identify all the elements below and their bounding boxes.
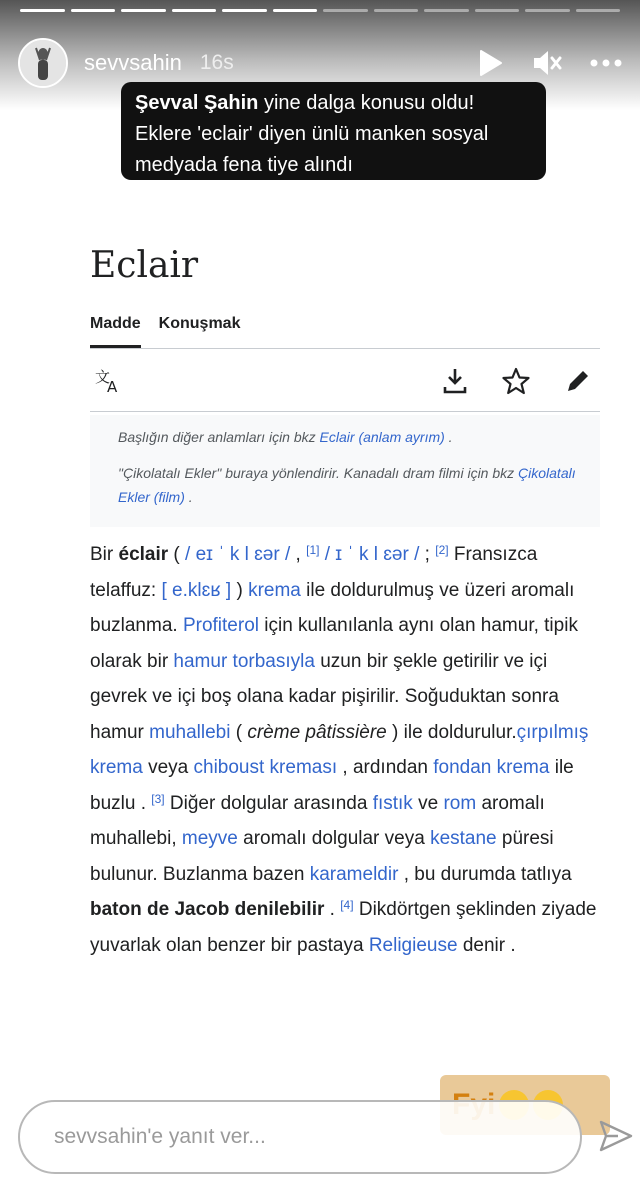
body-text: ) ile doldurulur. — [386, 721, 517, 743]
hatnote-line-2 — [118, 461, 576, 509]
article-link[interactable]: hamur torbasıyla — [173, 650, 315, 672]
article-link[interactable]: chiboust kreması — [193, 757, 338, 778]
article-link[interactable]: çırpılmış krema — [90, 721, 589, 778]
body-text: Fransızca telaffuz: — [90, 544, 538, 601]
avatar[interactable] — [18, 38, 68, 88]
body-text: . — [324, 899, 341, 920]
wikipedia-screenshot — [62, 215, 602, 1065]
article-link[interactable]: rom — [443, 792, 477, 814]
article-link[interactable]: Profiterol — [182, 615, 259, 636]
body-text: püresi bulunur. Buzlanma bazen — [90, 828, 554, 885]
body-text: ( — [168, 544, 186, 565]
hatnote-text: "Çikolatalı Ekler" buraya yönlendirir. Kanadalı dram filmi için bkz — [118, 465, 519, 481]
body-text: Dikdörtgen şeklinden ziyade yuvarlak olan benzer bir pastaya — [90, 899, 597, 956]
body-text: ile buzlu . — [90, 757, 574, 814]
article-link[interactable]: karameldir — [309, 863, 399, 885]
caption-line-1-rest: yine dalga konusu oldu! — [258, 92, 475, 114]
body-bold: baton de Jacob denilebilir — [90, 899, 325, 920]
reference-link[interactable]: [2] — [435, 543, 449, 557]
download-icon[interactable] — [442, 367, 468, 395]
body-text: Diğer dolgular arasında — [164, 792, 373, 814]
tab-talk[interactable]: Konuşmak — [158, 315, 241, 332]
body-text: aromalı dolgular veya — [237, 828, 431, 849]
reference-link[interactable]: [3] — [151, 791, 165, 806]
reference-link[interactable]: [4] — [340, 898, 354, 912]
body-text: veya — [142, 757, 194, 778]
svg-text:A: A — [107, 378, 118, 395]
more-icon[interactable] — [590, 58, 622, 68]
body-bold: éclair — [118, 544, 169, 565]
mute-icon[interactable] — [532, 49, 562, 77]
article-link[interactable]: meyve — [181, 828, 238, 849]
progress-segment — [323, 9, 368, 12]
body-text: uzun bir şekle getirilir ve içi gevrek ve içi boş olana kadar pişirilir. Soğuduktan sonra hamur — [90, 650, 559, 743]
progress-segment — [273, 9, 318, 12]
reply-placeholder: sevvsahin'e yanıt ver... — [54, 1125, 266, 1148]
article-link[interactable]: fondan krema — [433, 757, 550, 778]
disambiguation-link[interactable]: Eclair (anlam ayrım) — [319, 429, 445, 445]
article-link[interactable]: kestane — [430, 828, 497, 849]
body-text: , — [290, 544, 307, 565]
body-text: ( — [230, 721, 248, 743]
story-progress-bar — [20, 9, 620, 12]
progress-segment — [20, 9, 65, 12]
svg-text:文: 文 — [95, 368, 111, 386]
body-text: Bir — [90, 544, 119, 565]
progress-segment — [424, 9, 469, 12]
article-tabs — [90, 315, 240, 348]
progress-segment — [172, 9, 217, 12]
article-title: Eclair — [90, 245, 199, 286]
hatnote-text: . — [444, 429, 453, 445]
news-caption — [121, 82, 546, 180]
body-text: aromalı muhallebi, — [90, 792, 545, 849]
article-link[interactable]: fıstık — [372, 792, 413, 814]
star-icon[interactable] — [502, 367, 530, 395]
hatnote-text: Başlığın diğer anlamları için bkz — [118, 429, 320, 445]
body-text: ; — [419, 544, 436, 565]
reference-link[interactable]: [1] — [306, 543, 320, 557]
translate-icon[interactable] — [94, 367, 124, 395]
hatnote-text: . — [184, 489, 193, 505]
progress-segment — [374, 9, 419, 12]
tab-article[interactable]: Madde — [90, 315, 141, 348]
body-text: ve — [412, 792, 444, 814]
pencil-icon[interactable] — [564, 367, 592, 395]
post-time: 16s — [199, 51, 234, 74]
caption-highlight: Şevval Şahin — [135, 92, 259, 114]
ipa-link[interactable]: / ɪ ˈ k l ɛər / — [324, 544, 420, 565]
article-toolbar — [90, 361, 600, 409]
article-link[interactable]: krema — [248, 579, 301, 601]
hatnote — [90, 415, 600, 527]
caption-line-2: Eklere 'eclair' diyen ünlü manken sosyal — [135, 123, 489, 145]
article-body — [90, 537, 602, 963]
send-icon[interactable] — [598, 1118, 634, 1154]
ipa-link[interactable]: / eɪ ˈ k l ɛər / — [185, 544, 291, 565]
progress-segment — [121, 9, 166, 12]
caption-line-3: medyada fena tiye alındı — [135, 154, 353, 176]
play-icon[interactable] — [478, 49, 504, 77]
body-text: için kullanılanla aynı olan hamur, tipik olarak bir — [90, 615, 578, 672]
username[interactable]: sevvsahin — [84, 50, 182, 75]
film-link[interactable]: Çikolatalı Ekler (film) — [118, 465, 576, 505]
progress-segment — [71, 9, 116, 12]
hatnote-line-1 — [118, 425, 576, 449]
ipa-link[interactable]: [ e.klɛʁ ] — [161, 579, 232, 601]
body-text: ile doldurulmuş ve üzeri aromalı buzlanma. — [90, 579, 575, 636]
avatar-image — [20, 40, 66, 86]
article-link[interactable]: muhallebi — [149, 721, 231, 743]
progress-segment — [525, 9, 570, 12]
article-link[interactable]: Religieuse — [368, 934, 458, 956]
progress-segment — [475, 9, 520, 12]
reply-input[interactable] — [18, 1100, 582, 1174]
caption-line-1 — [135, 88, 532, 119]
toolbar-divider — [90, 411, 600, 412]
progress-segment — [576, 9, 621, 12]
body-text: , bu durumda tatlıya — [398, 863, 572, 885]
body-italic: crème pâtissière — [247, 721, 387, 743]
body-text: , ardından — [337, 757, 434, 778]
tab-divider — [90, 348, 600, 349]
body-text: denir . — [457, 934, 516, 956]
progress-segment — [222, 9, 267, 12]
body-text: ) — [231, 579, 249, 601]
